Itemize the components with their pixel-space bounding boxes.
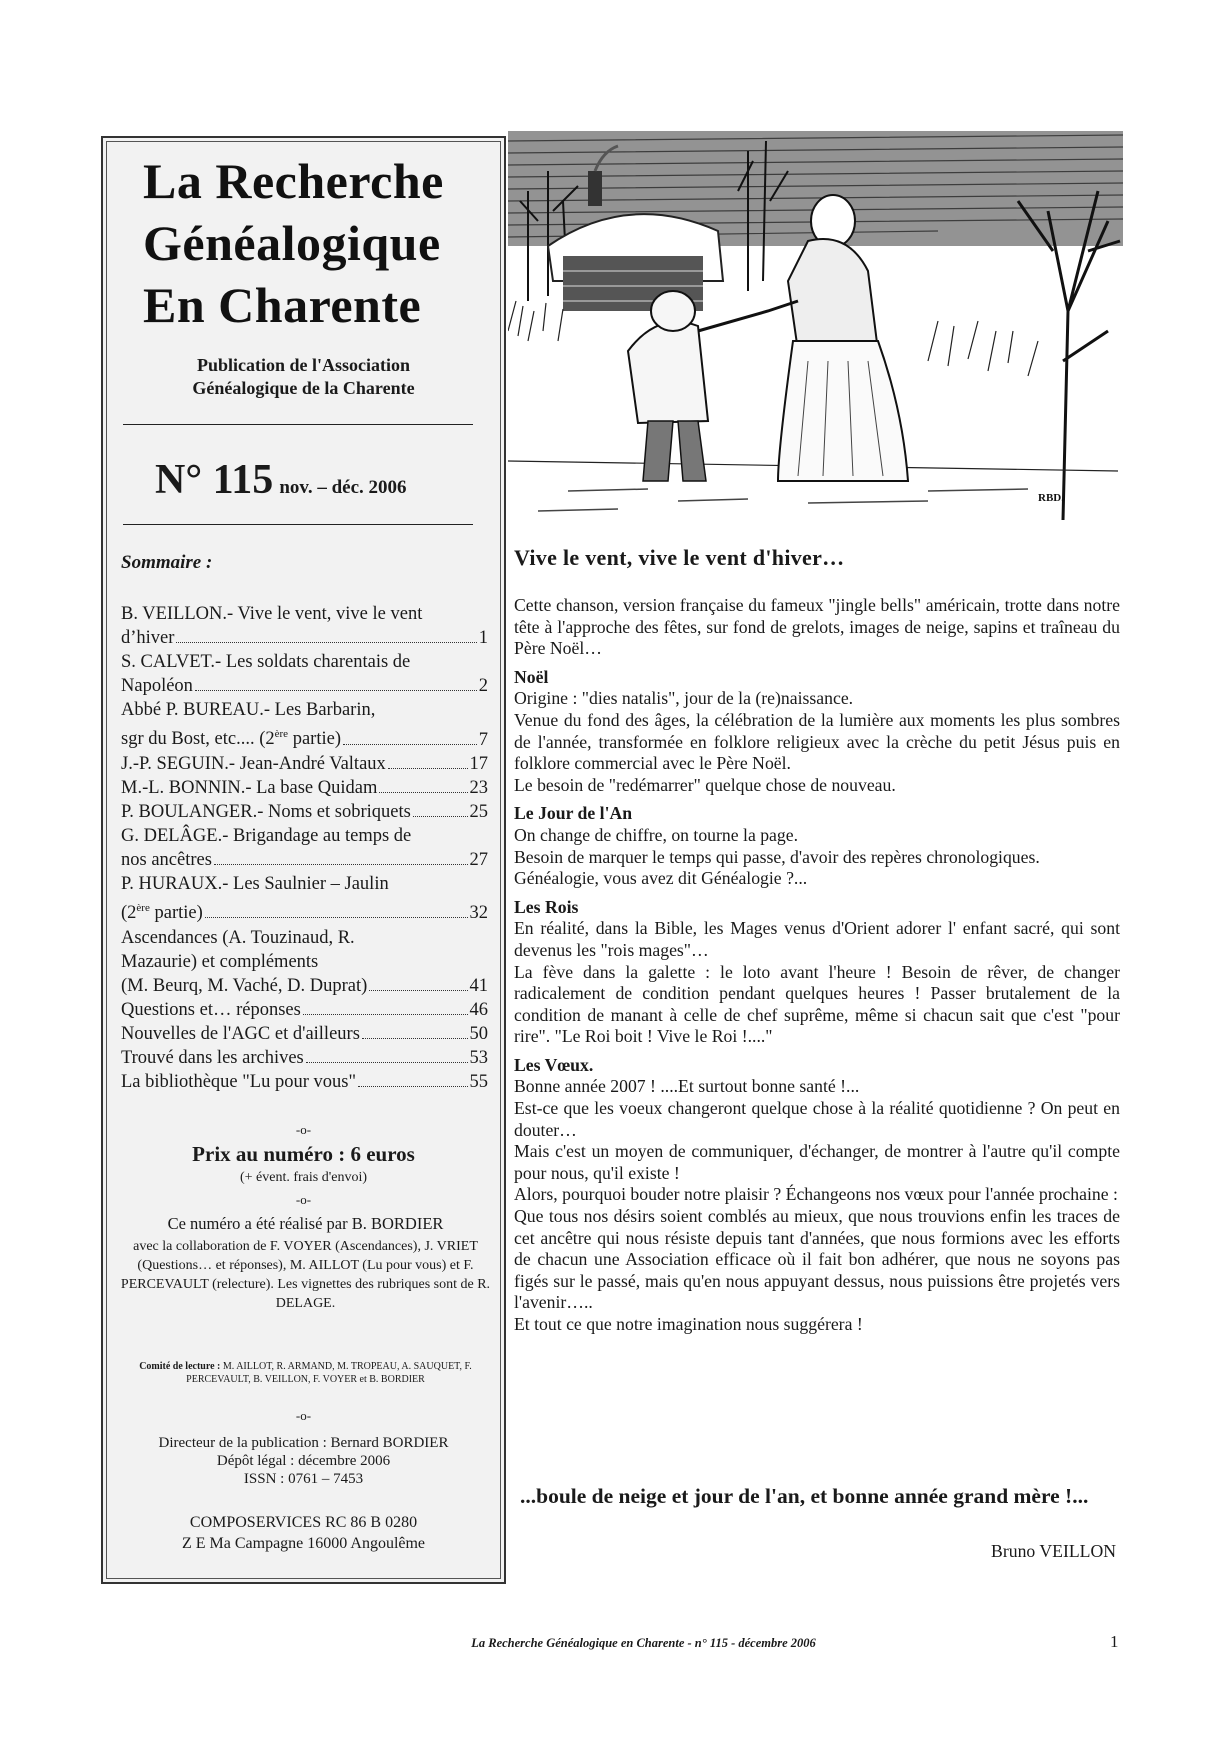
toc-entry [121,650,488,698]
toc-page-number: 41 [469,975,488,996]
dot-leader [195,690,477,691]
issue-date: nov. – déc. 2006 [279,477,407,498]
paragraph: Alors, pourquoi bouder notre plaisir ? Échangeons nos vœux pour l'année prochaine : [514,1184,1118,1205]
dot-leader [358,1086,467,1087]
issue-number: N° 115 [155,457,274,503]
toc-page-number: 1 [478,628,488,649]
printer-info [103,1512,504,1554]
toc-entry-label-text: d’hiver [121,628,175,649]
toc-page-number: 32 [469,903,488,924]
toc-entry-label-suffix: partie) [149,903,203,924]
toc-entry-label [121,1070,356,1094]
dot-leader [379,792,467,793]
toc-entry-text: G. DELÂGE.- Brigandage au temps de [121,826,412,846]
issue-info [155,456,407,504]
paragraph: En réalité, dans la Bible, les Mages venus d'Orient adorer l' enfant sacré, qui sont devenus les "rois mages"… [514,918,1120,960]
toc-entry-label-text: (M. Beurq, M. Vaché, D. Duprat) [121,975,368,996]
printer-line-1: COMPOSERVICES RC 86 B 0280 [189,1514,418,1531]
table-of-contents [121,602,488,1094]
dot-leader [176,642,476,643]
paragraph: Cette chanson, version française du fameux "jingle bells" américain, trotte dans notre tête à l'approche des fêtes, sur fond de grelots, images de neige, sapins et traîneau du Père Noël… [514,595,1120,659]
author-signature: Bruno VEILLON [991,1541,1116,1561]
reading-committee-names: M. AILLOT, R. ARMAND, M. TROPEAU, A. SAUQUET, F. PERCEVAULT, B. VEILLON, F. VOYER et B. BORDIER [186,1361,472,1385]
reading-committee [117,1360,494,1386]
toc-entry-label-text: Questions et… réponses [121,999,301,1020]
toc-entry-label [121,1022,360,1046]
section-heading: Les Vœux. [514,1054,594,1075]
toc-entry-label [121,998,301,1022]
toc-entry [121,824,488,872]
journal-title-line-2: Généalogique [143,215,441,271]
reading-committee-label: Comité de lecture : [139,1361,221,1372]
divider [123,524,473,525]
toc-page-number: 46 [469,999,488,1020]
dot-leader [205,917,468,918]
paragraph: Le besoin de "redémarrer" quelque chose de nouveau. [514,774,896,795]
closing-line: ...boule de neige et jour de l'an, et bonne année grand mère !... [520,1484,1089,1508]
toc-entry-label [121,800,411,824]
paragraph: Et tout ce que notre imagination nous suggérera ! [514,1314,863,1334]
toc-entry-label-text: P. BOULANGER.- Noms et sobriquets [121,801,411,822]
toc-entry [121,698,488,751]
toc-entry-text: Ascendances (A. Touzinaud, R. [121,927,355,948]
toc-entry [121,1070,488,1094]
toc-page-number: 7 [478,729,488,750]
toc-entry-label [121,974,367,998]
page-number: 1 [1110,1632,1119,1651]
toc-page-number: 53 [469,1048,488,1068]
toc-entry [121,800,488,824]
dot-leader [214,864,468,865]
dot-leader [362,1038,468,1039]
toc-page-number: 17 [469,753,488,774]
toc-entry-text: S. CALVET.- Les soldats charentais de [121,652,411,673]
credits [117,1214,494,1313]
toc-entry-label [121,1046,304,1070]
separator: -o- [295,1192,312,1207]
journal-title-line-1: La Recherche [143,153,444,209]
toc-page-number: 55 [469,1072,488,1093]
toc-entry [121,776,488,800]
paragraph: Bonne année 2007 ! ....Et surtout bonne santé !... [514,1076,860,1097]
toc-entry-label [121,674,193,698]
paragraph: Besoin de marquer le temps qui passe, d'avoir des repères chronologiques. [514,846,1040,867]
dot-leader [413,816,468,817]
printer-line-2: Z E Ma Campagne 16000 Angoulême [181,1535,426,1552]
toc-entry [121,998,488,1022]
dot-leader [303,1014,468,1015]
issn: ISSN : 0761 – 7453 [243,1471,364,1487]
paragraph: On change de chiffre, on tourne la page. [514,824,799,845]
toc-entry [121,1022,488,1046]
paragraph: Origine : "dies natalis", jour de la (re)naissance. [514,688,854,709]
toc-entry-label [121,848,212,872]
publisher-line-2: Généalogique de la Charente [192,378,415,398]
toc-entry-label-text: sgr du Bost, etc.... (2 [121,729,275,750]
article-title: Vive le vent, vive le vent d'hiver… [514,545,845,570]
legal-deposit: Dépôt légal : décembre 2006 [216,1453,391,1469]
dot-leader [369,990,467,991]
toc-entry-text: Mazaurie) et compléments [121,951,319,972]
running-footer: La Recherche Généalogique en Charente - n° 115 - décembre 2006 [471,1636,816,1650]
toc-entry-label [121,776,377,800]
toc-entry [121,1046,488,1070]
winter-scene-illustration [508,131,1123,520]
price-label: Prix au numéro : 6 euros [192,1142,415,1166]
toc-entry [121,752,488,776]
toc-page-number: 25 [469,801,488,822]
toc-entry-label [121,896,203,925]
section-heading: Noël [514,666,549,687]
divider [123,424,473,425]
separator: -o- [295,1408,312,1423]
toc-entry-label-text: Trouvé dans les archives [121,1048,304,1068]
dot-leader [306,1062,468,1063]
dot-leader [343,744,477,745]
publication-director [103,1434,504,1488]
publisher-statement [103,354,504,400]
toc-entry-label-text: (2 [121,903,137,924]
toc-entry [121,602,488,650]
toc-entry-label-text: La bibliothèque "Lu pour vous" [121,1072,357,1093]
toc-entry-text: P. HURAUX.- Les Saulnier – Jaulin [121,874,389,895]
ordinal-superscript: ère [136,902,150,915]
separator: -o- [295,1122,312,1137]
toc-entry [121,926,488,998]
section-heading: Le Jour de l'An [514,803,633,824]
director-line: Directeur de la publication : Bernard BORDIER [158,1435,449,1451]
section-heading: Les Rois [514,896,579,917]
credits-rest: avec la collaboration de F. VOYER (Ascendances), J. VRIET (Questions… et réponses), M. AILLOT (Lu pour vous) et F. PERCEVAULT (relecture). Les vignettes des rubriques sont de R. DELAGE. [120,1239,491,1311]
paragraph: La fève dans la galette : le loto avant l'heure ! Besoin de rêver, de changer radicalement de condition pendant quelques heures ! Passer brutalement de la condition de manant à celle de chef suprême, même si chacun sait que c'est "pour rire". "Le Roi boit ! Vive le Roi !...." [514,961,1120,1047]
toc-entry-text: B. VEILLON.- Vive le vent, vive le vent [121,604,423,624]
toc-entry-label-text: M.-L. BONNIN.- La base Quidam [121,777,378,798]
illustration-signature: RBD. [1038,492,1064,504]
toc-page-number: 2 [478,676,488,697]
paragraph: Mais c'est un moyen de communiquer, d'échanger, de montrer à l'autre qu'il compte pour nous, qu'il existe ! [514,1141,1120,1183]
article-body [514,595,1120,1336]
toc-entry-label-text: J.-P. SEGUIN.- Jean-André Valtaux [121,753,386,774]
toc-entry-label-text: Napoléon [121,676,193,697]
ordinal-superscript: ère [274,728,289,741]
toc-entry-label [121,626,174,650]
toc-entry [121,872,488,925]
masthead-sidebar [101,136,506,1584]
toc-entry-label [121,722,341,751]
paragraph: Est-ce que les voeux changeront quelque chose à la réalité quotidienne ? On peut en douter… [514,1098,1120,1140]
toc-entry-label-suffix: partie) [288,729,341,750]
toc-page-number: 27 [469,850,488,871]
price-note: (+ évent. frais d'envoi) [239,1170,368,1185]
paragraph: Venue du fond des âges, la célébration de la lumière aux moments les plus sombres de l'année, transformée en folklore religieux avec la crèche du petit Jésus puis en folklore commercial avec le Père Noël. [514,709,1120,774]
dot-leader [388,768,468,769]
paragraph: Généalogie, vous avez dit Généalogie ?... [514,868,808,889]
toc-entry-label-text: Nouvelles de l'AGC et d'ailleurs [121,1023,360,1044]
journal-title-line-3: En Charente [143,277,422,333]
toc-entry-label [121,752,386,776]
publisher-line-1: Publication de l'Association [196,355,411,375]
paragraph: Que tous nos désirs soient comblés au mieux, que nous trouvions enfin les traces de cet ancêtre qui nous résiste depuis tant d'années, que nous formions avec les efforts de chacun une Association efficace où il fait bon adhérer, que nous ne soyons pas figés sur le passé, mais qu'en nous appuyant dessus, nous puissions être projetés vers l'avenir….. [514,1206,1120,1313]
toc-title: Sommaire : [121,552,213,573]
toc-entry-label-text: nos ancêtres [121,850,212,871]
toc-page-number: 23 [469,777,488,798]
credits-line-1: Ce numéro a été réalisé par B. BORDIER [167,1214,444,1233]
toc-entry-text: Abbé P. BUREAU.- Les Barbarin, [121,700,376,721]
toc-page-number: 50 [469,1023,488,1044]
